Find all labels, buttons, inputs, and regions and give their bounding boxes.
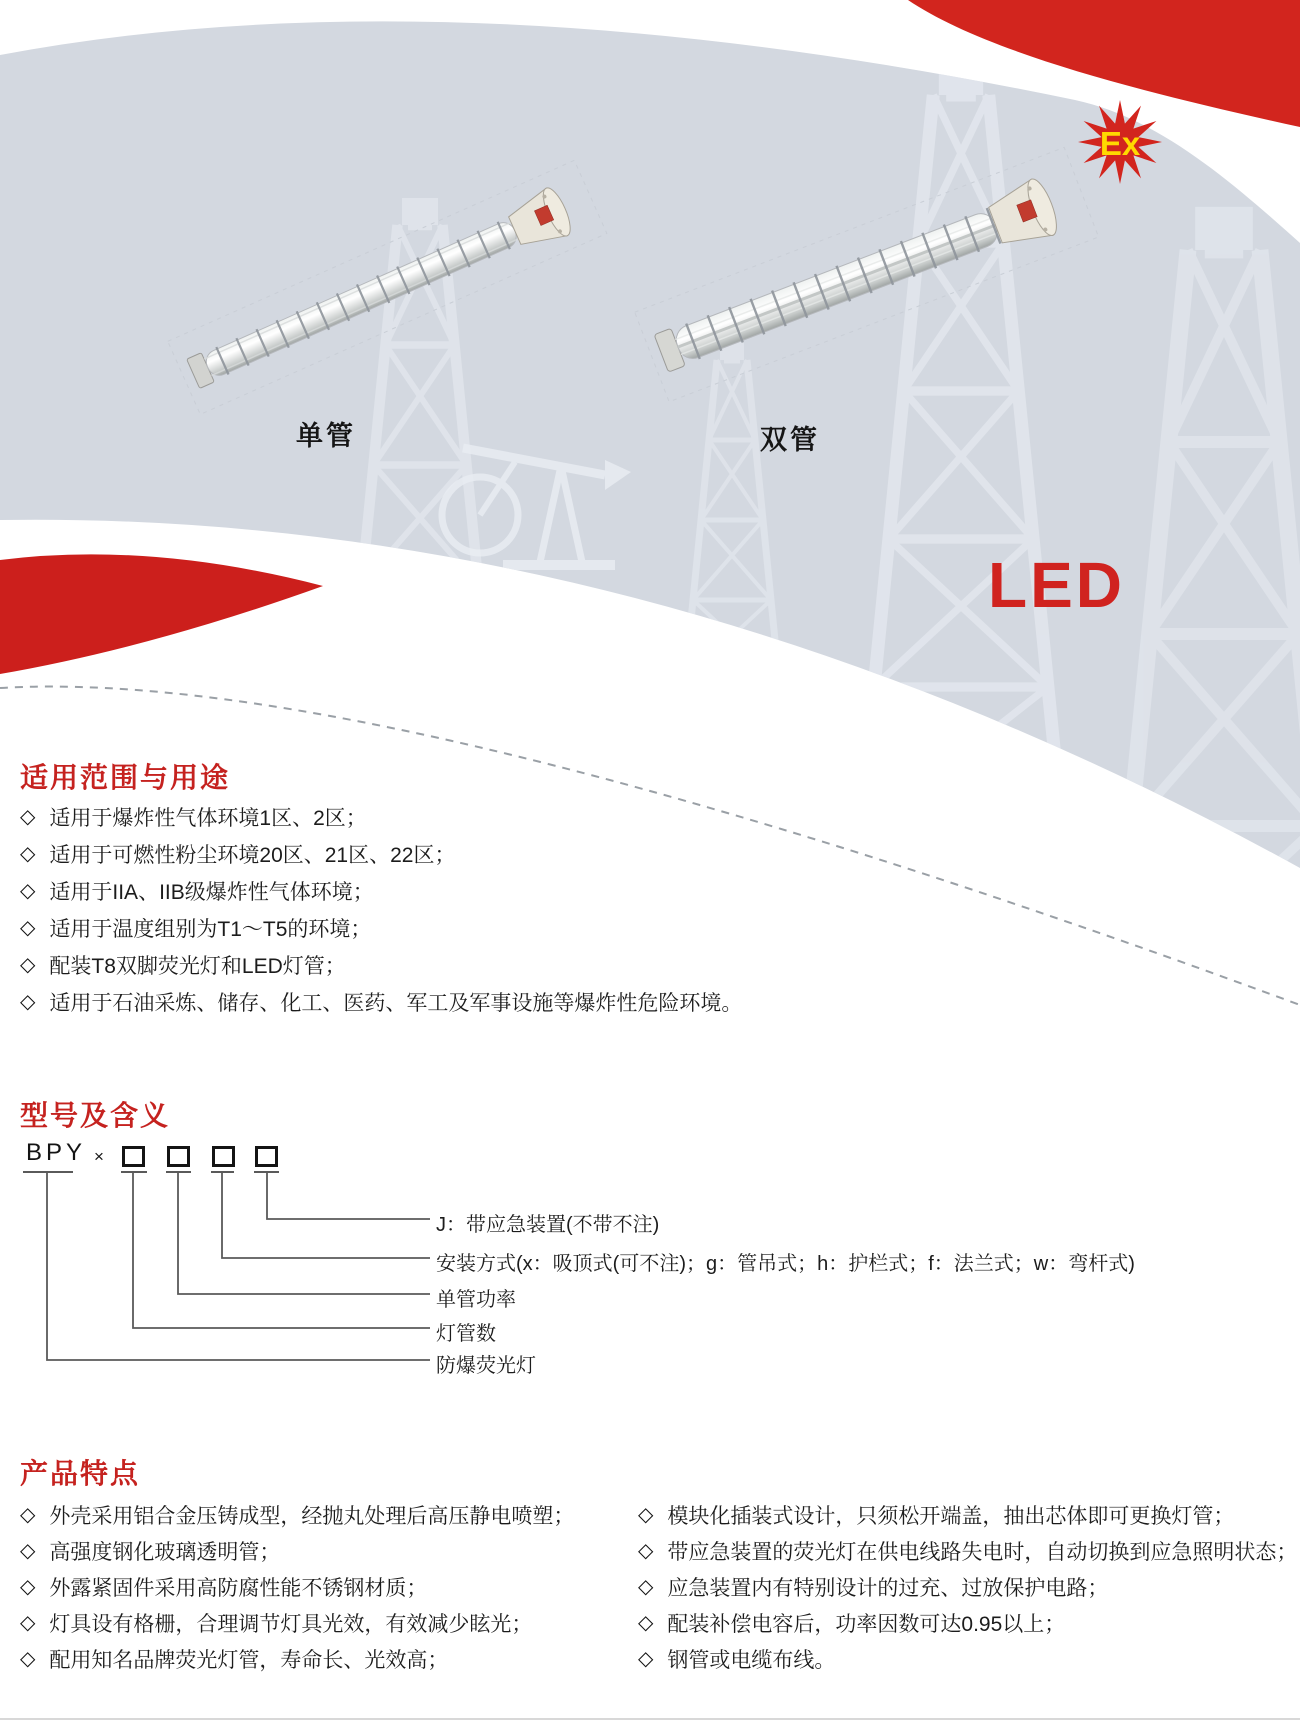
list-item — [638, 1641, 1297, 1677]
bullet-text: 高强度钢化玻璃透明管； — [49, 1541, 281, 1564]
diamond-bullet-icon: ◇ — [20, 842, 36, 865]
bullet-text: 外露紧固件采用高防腐性能不锈钢材质； — [49, 1577, 428, 1600]
diamond-bullet-icon: ◇ — [20, 805, 36, 828]
list-item — [20, 1641, 574, 1677]
code-underline — [254, 1171, 279, 1173]
list-item — [20, 946, 742, 983]
features-left-column — [20, 1497, 574, 1677]
model-meaning-power: 单管功率 — [436, 1289, 516, 1311]
code-underline — [121, 1171, 147, 1173]
scope-list — [20, 798, 742, 1020]
bullet-text: 适用于温度组别为T1～T5的环境； — [49, 917, 372, 941]
model-meaning-tube-count: 灯管数 — [436, 1323, 496, 1345]
bullet-text: 配用知名品牌荧光灯管，寿命长、光效高； — [49, 1649, 449, 1672]
scope-section-title: 适用范围与用途 — [20, 762, 231, 793]
bullet-text: 配装T8双脚荧光灯和LED灯管； — [49, 954, 346, 978]
list-item — [20, 1533, 574, 1569]
diamond-bullet-icon: ◇ — [638, 1576, 654, 1598]
diamond-bullet-icon: ◇ — [20, 1576, 36, 1598]
list-item — [638, 1533, 1297, 1569]
double-tube-label: 双管 — [760, 425, 820, 455]
bullet-text: 灯具设有格栅，合理调节灯具光效，有效减少眩光； — [49, 1613, 533, 1636]
model-code-box — [255, 1146, 278, 1167]
bottom-rule — [0, 1718, 1300, 1720]
diamond-bullet-icon: ◇ — [638, 1612, 654, 1634]
diamond-bullet-icon: ◇ — [20, 879, 36, 902]
code-underline — [166, 1171, 191, 1173]
bullet-text: 配装补偿电容后，功率因数可达0.95以上； — [667, 1613, 1066, 1636]
red-swoosh-left — [0, 554, 323, 674]
bullet-text: 适用于IIA、IIB级爆炸性气体环境； — [49, 880, 374, 904]
bullet-text: 外壳采用铝合金压铸成型，经抛丸处理后高压静电喷塑； — [49, 1505, 575, 1528]
bullet-text: 带应急装置的荧光灯在供电线路失电时，自动切换到应急照明状态； — [667, 1541, 1298, 1564]
led-mark: LED — [988, 549, 1125, 621]
diamond-bullet-icon: ◇ — [20, 1612, 36, 1634]
diamond-bullet-icon: ◇ — [20, 916, 36, 939]
model-meaning-mounting: 安装方式(x：吸顶式(可不注)；g：管吊式；h：护栏式；f：法兰式；w：弯杆式) — [436, 1253, 1135, 1275]
bullet-text: 模块化插装式设计，只须松开端盖，抽出芯体即可更换灯管； — [667, 1505, 1235, 1528]
model-meaning-base: 防爆荧光灯 — [436, 1355, 536, 1377]
code-underline — [211, 1171, 234, 1173]
diamond-bullet-icon: ◇ — [20, 1648, 36, 1670]
features-section-title: 产品特点 — [20, 1458, 141, 1489]
bullet-text: 适用于爆炸性气体环境1区、2区； — [49, 806, 367, 830]
model-meaning-emergency: J：带应急装置(不带不注) — [436, 1214, 660, 1236]
list-item — [20, 909, 742, 946]
diamond-bullet-icon: ◇ — [638, 1540, 654, 1562]
diamond-bullet-icon: ◇ — [20, 1540, 36, 1562]
list-item — [20, 983, 742, 1020]
bullet-text: 适用于石油采炼、储存、化工、医药、军工及军事设施等爆炸性危险环境。 — [49, 991, 743, 1015]
model-code-prefix: BPY — [26, 1139, 87, 1166]
list-item — [20, 1569, 574, 1605]
list-item — [20, 1497, 574, 1533]
list-item — [638, 1569, 1297, 1605]
multiply-sign: × — [94, 1147, 104, 1166]
model-code-box — [167, 1146, 190, 1167]
list-item — [20, 798, 742, 835]
model-code-box — [122, 1146, 145, 1167]
list-item — [20, 1605, 574, 1641]
model-section-title: 型号及含义 — [20, 1100, 171, 1131]
diamond-bullet-icon: ◇ — [20, 953, 36, 976]
diamond-bullet-icon: ◇ — [638, 1648, 654, 1670]
list-item — [20, 872, 742, 909]
model-code-box — [212, 1146, 235, 1167]
ex-mark-text: Ex — [1099, 125, 1141, 162]
single-tube-label: 单管 — [296, 421, 356, 451]
diamond-bullet-icon: ◇ — [638, 1504, 654, 1526]
model-diagram-lines — [47, 1172, 430, 1360]
diamond-bullet-icon: ◇ — [20, 1504, 36, 1526]
list-item — [20, 835, 742, 872]
list-item — [638, 1605, 1297, 1641]
code-underline — [23, 1171, 73, 1173]
bullet-text: 钢管或电缆布线。 — [667, 1649, 836, 1672]
features-right-column — [638, 1497, 1297, 1677]
list-item — [638, 1497, 1297, 1533]
bullet-text: 应急装置内有特别设计的过充、过放保护电路； — [667, 1577, 1109, 1600]
diamond-bullet-icon: ◇ — [20, 990, 36, 1013]
bullet-text: 适用于可燃性粉尘环境20区、21区、22区； — [49, 843, 456, 867]
